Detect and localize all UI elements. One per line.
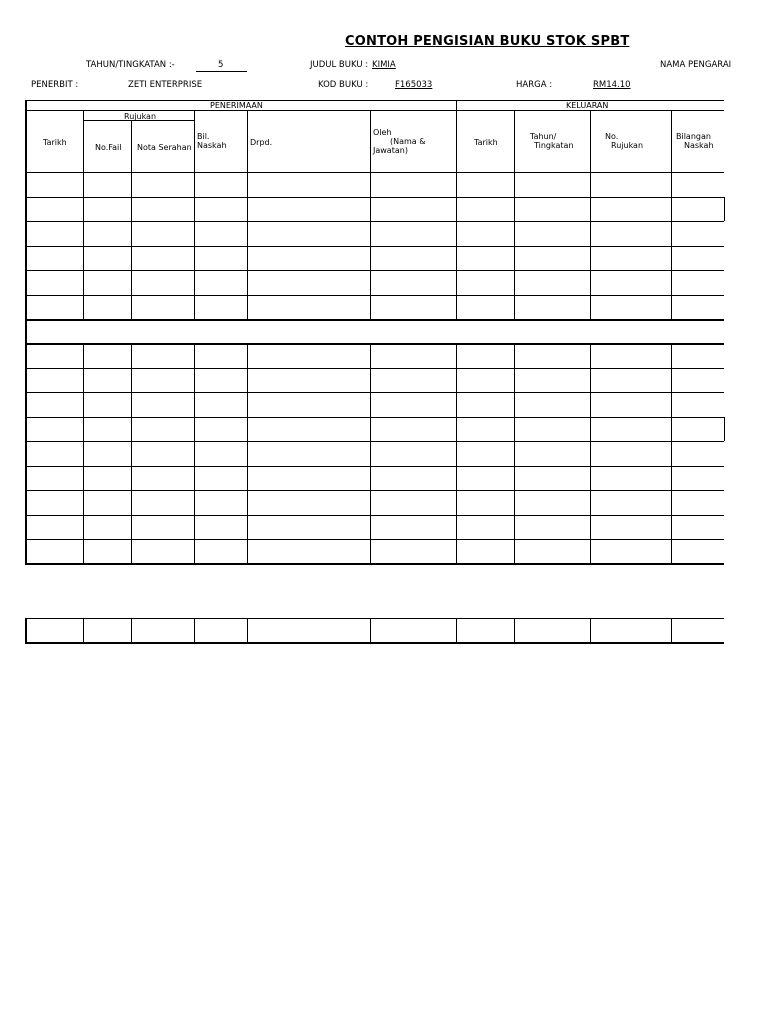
col-line (194, 110, 195, 319)
col-oleh-line1: Oleh (373, 128, 392, 137)
row-line (25, 368, 724, 369)
total-row-col (194, 618, 195, 643)
col-line (590, 110, 591, 319)
col-tahun-line2: Tingkatan (534, 141, 574, 150)
harga-label: HARGA : (516, 80, 553, 90)
col-line (247, 110, 248, 319)
total-row-col (131, 618, 132, 643)
col-line (194, 345, 195, 563)
right-border (724, 417, 725, 441)
col-line (131, 345, 132, 563)
row-line (25, 295, 724, 296)
col-drpd: Drpd. (250, 138, 273, 147)
row-line (25, 246, 724, 247)
col-no-rujukan (605, 132, 643, 150)
col-line (671, 110, 672, 319)
col-line (590, 345, 591, 563)
col-tarikh: Tarikh (43, 138, 67, 147)
total-row-col (456, 618, 457, 643)
col-no-line2: Rujukan (611, 141, 644, 150)
col-line (370, 110, 371, 319)
table-bottom-border (25, 563, 724, 565)
judul-label: JUDUL BUKU : (310, 60, 369, 70)
col-line (671, 345, 672, 563)
penerbit-value: ZETI ENTERPRISE (128, 80, 203, 90)
col-line (247, 345, 248, 563)
table-top-border (25, 100, 724, 101)
header-group-line (25, 110, 724, 111)
row-line (25, 490, 724, 491)
pengarang-label: NAMA PENGARAI (660, 60, 732, 70)
total-row-col (671, 618, 672, 643)
penerbit-label: PENERBIT : (31, 80, 79, 90)
col-line (456, 345, 457, 563)
col-line (131, 120, 132, 319)
penerimaan-header: PENERIMAAN (210, 101, 263, 110)
total-row-col (25, 618, 27, 643)
rujukan-header: Rujukan (124, 112, 157, 121)
row-line (25, 515, 724, 516)
col-bil-line2: Naskah (197, 141, 227, 150)
col-bilangan-line1: Bilangan (676, 132, 711, 141)
header-bottom-line (25, 172, 724, 173)
total-row-col (83, 618, 84, 643)
kod-value: F165033 (395, 80, 433, 90)
total-row-col (247, 618, 248, 643)
col-nofail: No.Fail (95, 143, 122, 152)
kod-label: KOD BUKU : (318, 80, 369, 90)
col-bilangan-line2: Naskah (684, 141, 714, 150)
keluaran-header: KELUARAN (566, 101, 609, 110)
section-line-thick (25, 343, 724, 345)
row-line (25, 270, 724, 271)
col-bil-line1: Bil. (197, 132, 210, 141)
tahun-underline (196, 71, 247, 72)
row-line (25, 221, 724, 222)
col-tahun-tingkatan (530, 132, 574, 150)
row-line (25, 539, 724, 540)
col-line (514, 345, 515, 563)
total-row-col (514, 618, 515, 643)
group-divider (456, 100, 457, 110)
col-bilangan-naskah (676, 132, 714, 150)
col-bil (197, 132, 227, 150)
harga-value: RM14.10 (593, 80, 631, 90)
tahun-value: 5 (218, 60, 224, 70)
col-line (370, 345, 371, 563)
col-oleh (373, 128, 425, 155)
total-row-col (370, 618, 371, 643)
row-line (25, 197, 724, 198)
tahun-label: TAHUN/TINGKATAN :- (86, 60, 175, 70)
right-border (724, 197, 725, 221)
total-row-top (25, 618, 724, 619)
col-oleh-line2: (Nama & (390, 137, 426, 146)
row-line (25, 466, 724, 467)
col-line (514, 110, 515, 319)
table-left-border (25, 100, 27, 563)
col-line (456, 110, 457, 319)
col-tarikh-keluaran: Tarikh (474, 138, 498, 147)
col-no-line1: No. (605, 132, 619, 141)
row-line (25, 417, 724, 418)
judul-value: KIMIA (372, 60, 396, 70)
row-line (25, 441, 724, 442)
section-line-thick (25, 319, 724, 321)
col-nota-serahan: Nota Serahan (137, 143, 192, 152)
page-title: CONTOH PENGISIAN BUKU STOK SPBT (345, 34, 630, 49)
col-tahun-line1: Tahun/ (530, 132, 557, 141)
col-line (83, 110, 84, 319)
total-row-col (590, 618, 591, 643)
col-line (83, 345, 84, 563)
row-line (25, 392, 724, 393)
col-oleh-line3: Jawatan) (373, 146, 408, 155)
total-row-bottom (25, 642, 724, 644)
